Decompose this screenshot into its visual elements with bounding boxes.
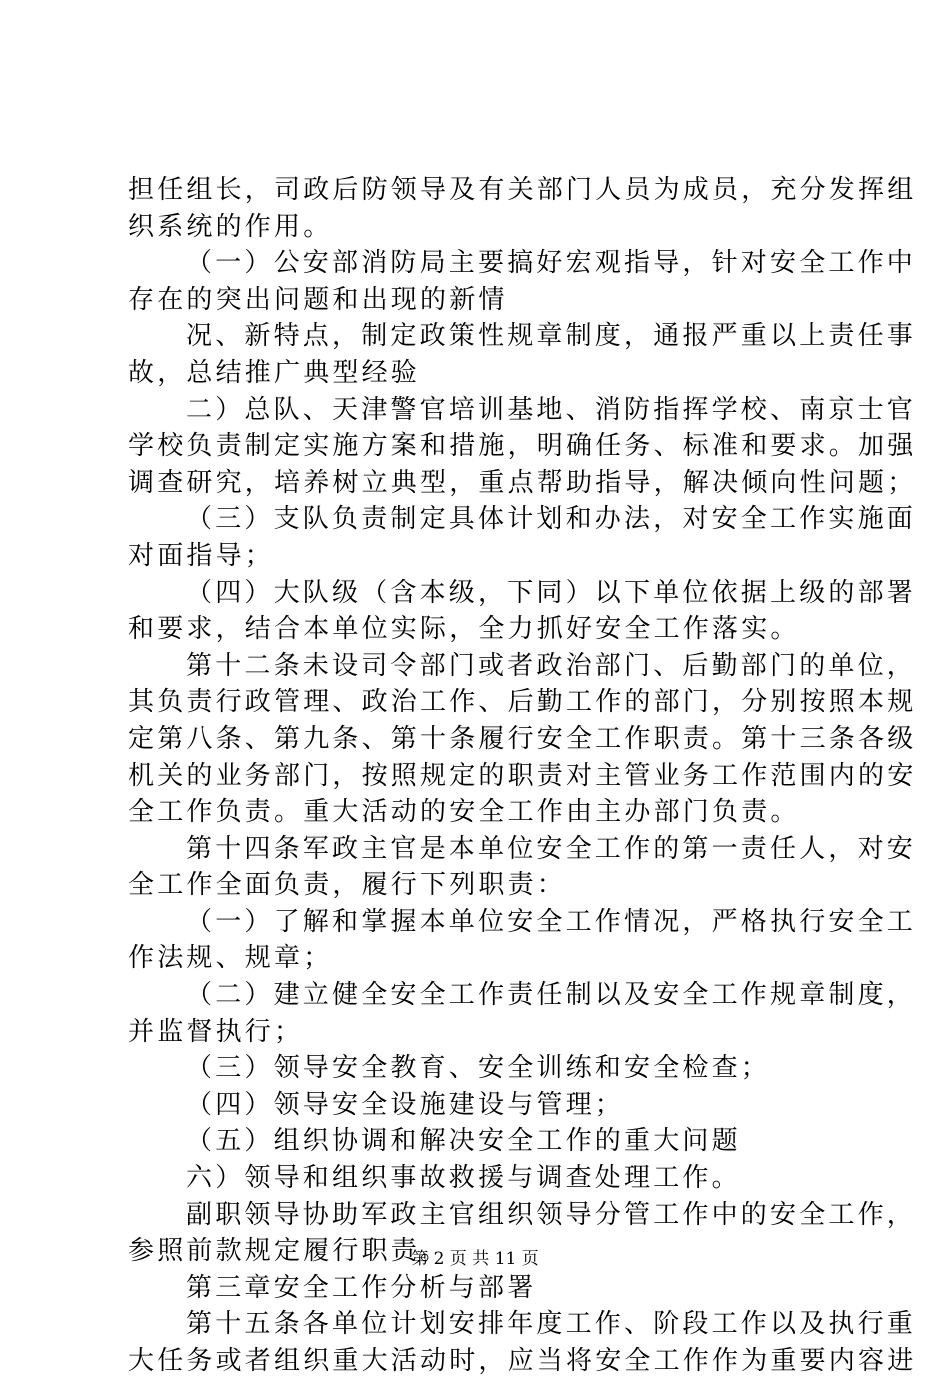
text-line: 机关的业务部门，按照规定的职责对主管业务工作范围内的安 [128,760,917,791]
text-line: 存在的突出问题和出现的新情 [128,284,508,315]
text-line: 况、新特点，制定政策性规章制度，通报严重以上责任事 [186,321,917,352]
text-line: （五）组织协调和解决安全工作的重大问题 [186,1126,741,1157]
text-line: 作法规、规章； [128,943,333,974]
text-line: 全工作负责。重大活动的安全工作由主办部门负责。 [128,797,800,828]
text-line: 二）总队、天津警官培训基地、消防指挥学校、南京士官 [186,394,917,425]
text-line: 第十四条军政主官是本单位安全工作的第一责任人，对安 [186,833,917,864]
text-line: 担任组长，司政后防领导及有关部门人员为成员，充分发挥组 [128,175,917,205]
text-line: 故，总结推广典型经验 [128,357,421,388]
text-line: 第十五条各单位计划安排年度工作、阶段工作以及执行重 [186,1309,917,1340]
text-line: （四）大队级（含本级，下同）以下单位依据上级的部署 [186,577,917,608]
text-line: （一）公安部消防局主要搞好宏观指导，针对安全工作中 [186,248,917,279]
text-line: 学校负责制定实施方案和措施，明确任务、标准和要求。加强 [128,431,917,462]
text-line: 其负责行政管理、政治工作、后勤工作的部门，分别按照本规 [128,687,917,718]
text-line: 和要求，结合本单位实际，全力抓好安全工作落实。 [128,614,800,645]
document-body [128,172,917,1380]
text-line: 全工作全面负责，履行下列职责： [128,870,567,901]
text-line: 对面指导； [128,540,275,571]
text-line: 副职领导协助军政主官组织领导分管工作中的安全工作， [186,1199,917,1230]
text-line: 并监督执行； [128,1016,304,1047]
text-line: 第十二条未设司令部门或者政治部门、后勤部门的单位， [186,650,917,681]
page-footer: 第 2 页 共 11 页 [411,1249,539,1269]
text-line: 第三章安全工作分析与部署 [186,1272,537,1303]
text-line: 织系统的作用。 [128,211,333,242]
text-line: （二）建立健全安全工作责任制以及安全工作规章制度， [186,980,917,1011]
text-line: 定第八条、第九条、第十条履行安全工作职责。第十三条各级 [128,723,917,754]
text-line: 参照前款规定履行职责。 [128,1236,450,1267]
text-line: （四）领导安全设施建设与管理； [186,1089,625,1120]
text-line: 调查研究，培养树立典型，重点帮助指导，解决倾向性问题； [128,467,917,498]
text-line: （一）了解和掌握本单位安全工作情况，严格执行安全工 [186,906,917,937]
text-line: （三）支队负责制定具体计划和办法，对安全工作实施面 [186,504,917,535]
text-line: 大任务或者组织重大活动时，应当将安全工作作为重要内容进 [128,1346,917,1376]
text-line: （三）领导安全教育、安全训练和安全检查； [186,1053,771,1084]
text-line: 六）领导和组织事故救援与调查处理工作。 [186,1163,741,1194]
